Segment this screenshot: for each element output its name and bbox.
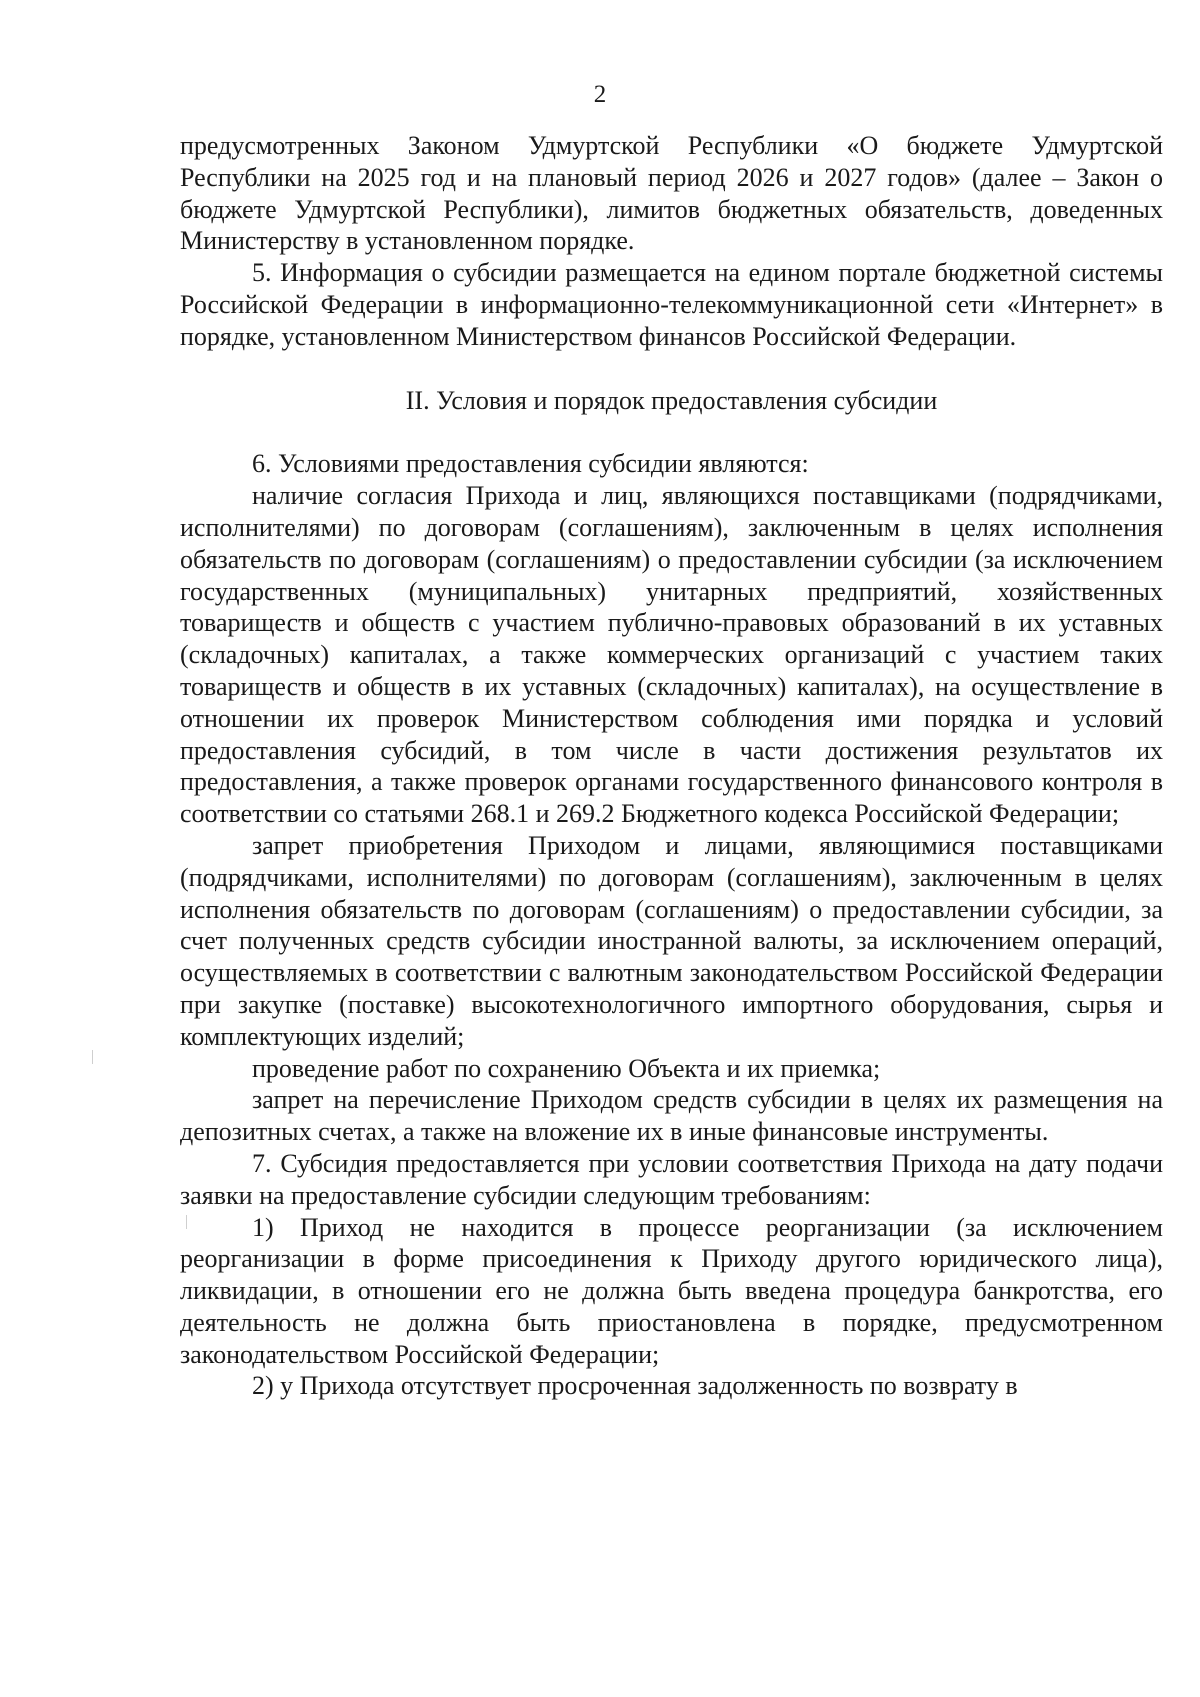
paragraph-item-7-2: 2) у Прихода отсутствует просроченная задолженность по возврату в xyxy=(252,1371,1018,1401)
paragraph-item-5: 5. Информация о субсидии размещается на едином портале бюджетной системы Российской Федерации в информационно-телекоммуникационной сети «Интернет» в порядке, установленном Министерством финансов Российской Федерации. xyxy=(180,258,1163,351)
paragraph-condition-works: проведение работ по сохранению Объекта и их приемка; xyxy=(252,1053,881,1083)
paragraph-item-7-1: 1) Приход не находится в процессе реорганизации (за исключением реорганизации в форме присоединения к Приходу другого юридического лица), ликвидации, в отношении его не должна быть введена процедура банкротства, его деятельность не должна быть приостановлена в порядке, предусмотренном законодательством Российской Федерации; xyxy=(180,1212,1163,1369)
paragraph-condition-consent: наличие согласия Прихода и лиц, являющихся поставщиками (подрядчиками, исполнителями) по договорам (соглашениям), заключенным в целях исполнения обязательств по договорам (соглашениям) о предоставлении субсидии (за исключением государственных (муниципальных) унитарных предприятий, хозяйственных товариществ и обществ с участием публично-правовых образований в их уставных (складочных) капиталах, а также коммерческих организаций с участием таких товариществ и обществ в их уставных (складочных) капиталах), на осуществление в отношении их проверок Министерством соблюдения ими порядка и условий предоставления субсидий, в том числе в части достижения результатов их предоставления, а также проверок органами государственного финансового контроля в соответствии со статьями 268.1 и 269.2 Бюджетного кодекса Российской Федерации; xyxy=(180,481,1163,829)
section-heading: II. Условия и порядок предоставления субсидии xyxy=(405,385,938,415)
paragraph-continuation: предусмотренных Законом Удмуртской Республики «О бюджете Удмуртской Республики на 2025 год и на плановый период 2026 и 2027 годов» (далее – Закон о бюджете Удмуртской Республики), лимитов бюджетных обязательств, доведенных Министерству в установленном порядке. xyxy=(180,131,1163,256)
page-number: 2 xyxy=(593,81,607,108)
scan-artifact xyxy=(186,1215,187,1229)
document-body xyxy=(180,130,1163,1402)
paragraph-item-7: 7. Субсидия предоставляется при условии соответствия Прихода на дату подачи заявки на предоставление субсидии следующим требованиям: xyxy=(180,1148,1163,1210)
paragraph-condition-currency-ban: запрет приобретения Приходом и лицами, являющимися поставщиками (подрядчиками, исполнителями) по договорам (соглашениям), заключенным в целях исполнения обязательств по договорам (соглашениям) о предоставлении субсидии, за счет полученных средств субсидии иностранной валюты, за исключением операций, осуществляемых в соответствии с валютным законодательством Российской Федерации при закупке (поставке) высокотехнологичного импортного оборудования, сырья и комплектующих изделий; xyxy=(180,830,1163,1051)
paragraph-item-6: 6. Условиями предоставления субсидии являются: xyxy=(252,449,809,479)
scan-artifact xyxy=(92,1050,93,1064)
paragraph-condition-deposit-ban: запрет на перечисление Приходом средств субсидии в целях их размещения на депозитных счетах, а также на вложение их в иные финансовые инструменты. xyxy=(180,1085,1163,1147)
